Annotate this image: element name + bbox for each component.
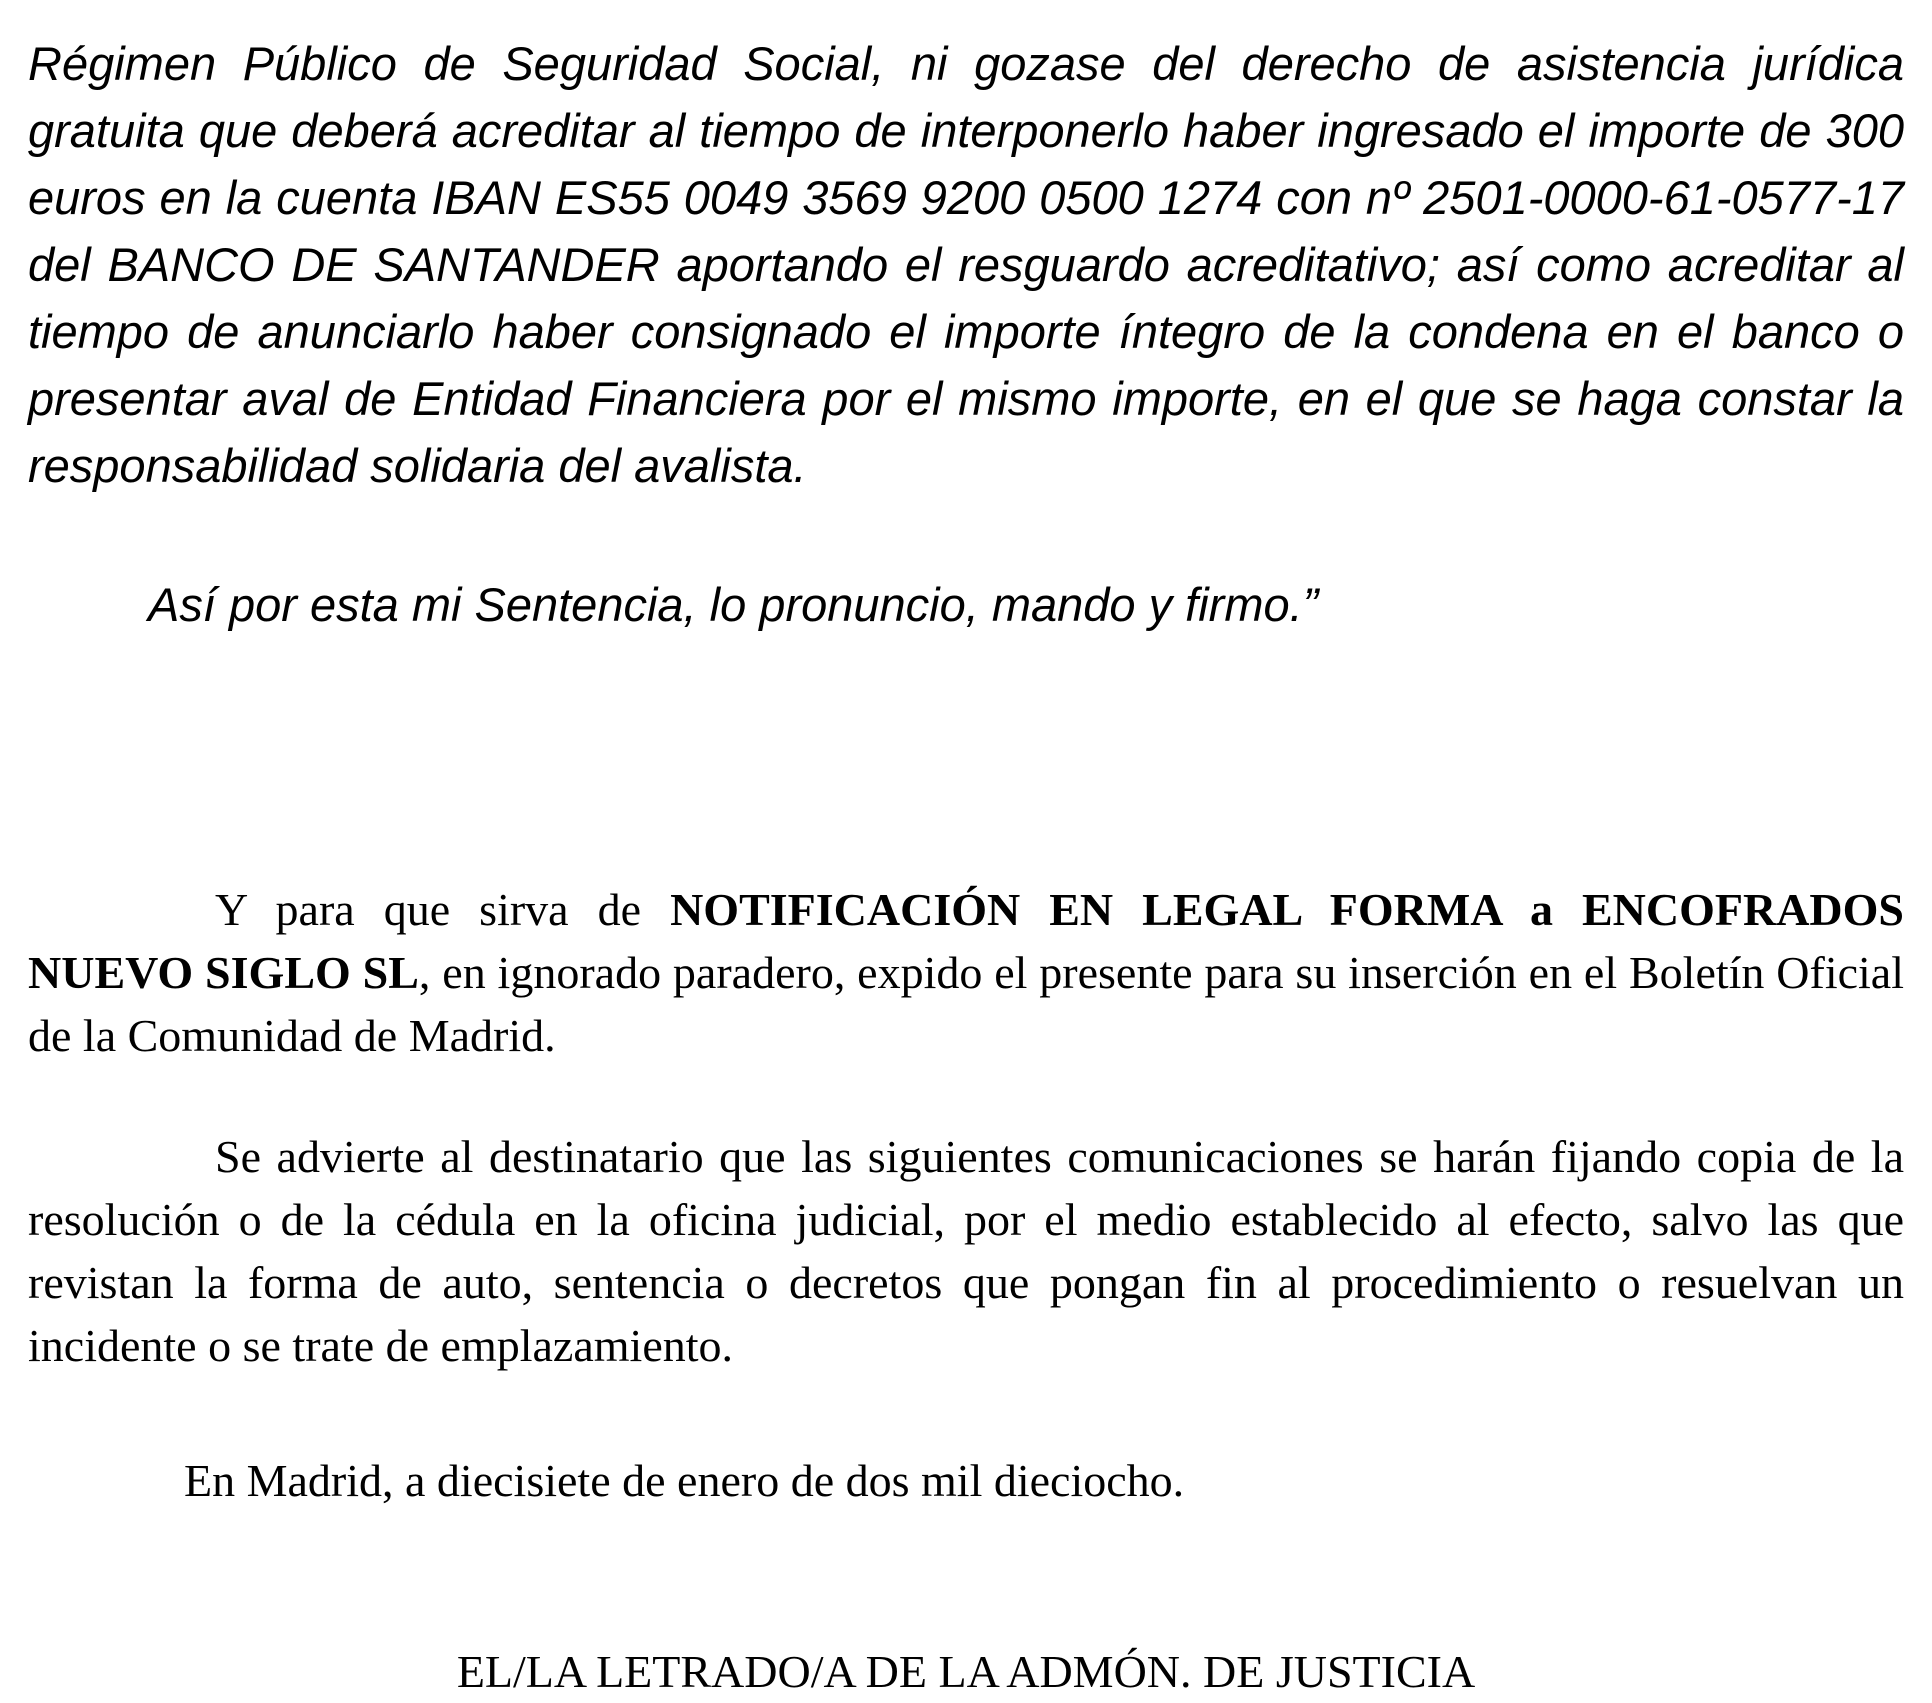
notification-recipient: NOTIFICACIÓN EN LEGAL FORMA a ENCOFRADOS NUEVO SIGLO SL [28,884,1904,998]
notification-prefix: Y para que sirva de [215,884,671,935]
sentence-paragraph: Régimen Público de Seguridad Social, ni gozase del derecho de asistencia jurídica gratuita que deberá acreditar al tiempo de interponerlo haber ingresado el importe de 300 euros en la cuenta IBAN ES55 0049 3569 9200 0500 1274 con nº 2501-0000-61-0577-17 del BANCO DE SANTANDER aportando el resguardo acreditativo; así como acreditar al tiempo de anunciarlo haber consignado el importe íntegro de la condena en el banco o presentar aval de Entidad Financiera por el mismo importe, en el que se haga constar la responsabilidad solidaria del avalista. [28,37,1904,492]
document-page [28,30,1904,1703]
signature-title: EL/LA LETRADO/A DE LA ADMÓN. DE JUSTICIA [456,1646,1476,1697]
notification-suffix: , en ignorado paradero, expido el presente para su inserción en el Boletín Oficial de la Comunidad de Madrid. [28,947,1904,1061]
advertencia-paragraph: Se advierte al destinatario que las siguientes comunicaciones se harán fijando copia de la resolución o de la cédula en la oficina judicial, por el medio establecido al efecto, salvo las que revistan la forma de auto, sentencia o decretos que pongan fin al procedimiento o resuelvan un incidente o se trate de emplazamiento. [28,1131,1904,1371]
sentence-closing-line: Así por esta mi Sentencia, lo pronuncio, mando y firmo.” [148,578,1319,631]
notification-paragraph [28,878,1904,1067]
date-line: En Madrid, a diecisiete de enero de dos mil dieciocho. [184,1455,1185,1506]
